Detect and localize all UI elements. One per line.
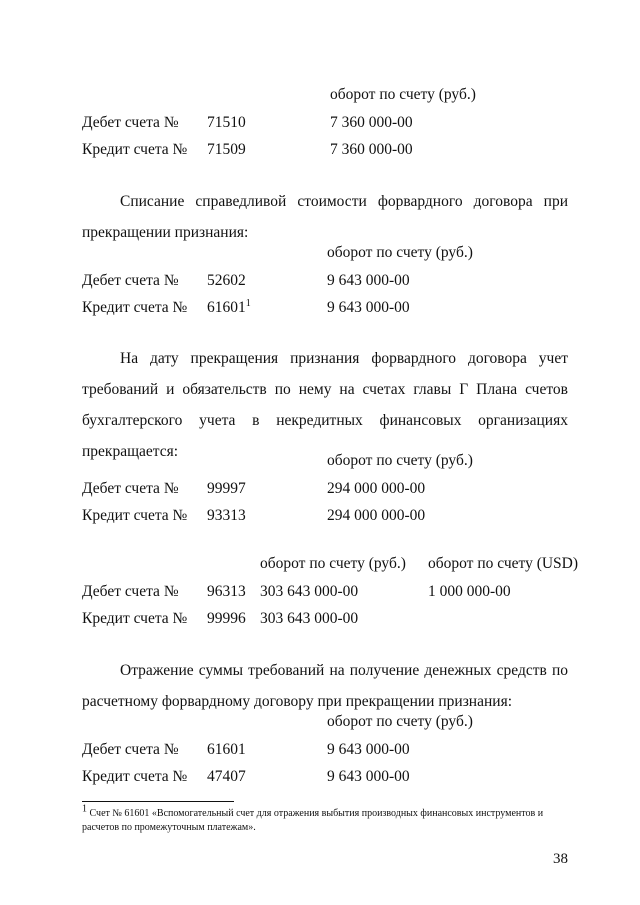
footnote-divider <box>82 801 234 802</box>
page-number: 38 <box>553 851 568 867</box>
credit-account: 47407 <box>207 768 246 785</box>
debit-account: 96313 <box>207 583 246 600</box>
credit-account: 93313 <box>207 507 246 524</box>
debit-account: 61601 <box>207 741 246 758</box>
turnover-header-rub: оборот по счету (руб.) <box>260 555 406 572</box>
debit-account: 71510 <box>207 114 246 131</box>
credit-label: Кредит счета № <box>82 610 188 627</box>
credit-amount: 9 643 000-00 <box>327 299 410 316</box>
credit-label: Кредит счета № <box>82 141 188 158</box>
footnote-text: Счет № 61601 «Вспомогательный счет для отражения выбытия производных финансовых инструментов и расчетов по промежуточным платежам». <box>82 808 544 833</box>
paragraph-derecognition <box>82 343 568 467</box>
debit-amount: 9 643 000-00 <box>327 272 410 289</box>
paragraph-settlement <box>82 655 568 717</box>
footnote-mark: 1 <box>82 803 87 815</box>
turnover-header: оборот по счету (руб.) <box>327 713 473 730</box>
credit-amount: 294 000 000-00 <box>327 507 426 524</box>
credit-label: Кредит счета № <box>82 299 188 316</box>
debit-label: Дебет счета № <box>82 741 179 758</box>
debit-label: Дебет счета № <box>82 114 179 131</box>
debit-label: Дебет счета № <box>82 583 179 600</box>
paragraph-text: Отражение суммы требований на получение денежных средств по расчетному форвардному договору при прекращении признания: <box>82 662 568 710</box>
credit-account: 61601 <box>207 299 246 316</box>
debit-amount-rub: 303 643 000-00 <box>260 583 359 600</box>
debit-amount: 9 643 000-00 <box>327 741 410 758</box>
paragraph-text: На дату прекращения признания форвардного договора учет требований и обязательств по нему на счетах главы Г Плана счетов бухгалтерского учета в некредитных финансовых организациях прекращается: <box>82 350 568 460</box>
turnover-header: оборот по счету (руб.) <box>327 244 473 261</box>
paragraph-writeoff <box>82 186 568 248</box>
credit-account: 99996 <box>207 610 246 627</box>
paragraph-text: Списание справедливой стоимости форвардного договора при прекращении признания: <box>82 193 568 241</box>
turnover-header-usd: оборот по счету (USD) <box>428 555 579 572</box>
debit-account: 99997 <box>207 480 246 497</box>
credit-account: 71509 <box>207 141 246 158</box>
debit-amount: 7 360 000-00 <box>330 114 413 131</box>
debit-account: 52602 <box>207 272 246 289</box>
debit-amount-usd: 1 000 000-00 <box>428 583 511 600</box>
footnote <box>82 803 572 835</box>
debit-label: Дебет счета № <box>82 272 179 289</box>
footnote-mark: 1 <box>245 297 251 309</box>
turnover-header: оборот по счету (руб.) <box>330 86 476 103</box>
debit-amount: 294 000 000-00 <box>327 480 426 497</box>
credit-amount-rub: 303 643 000-00 <box>260 610 359 627</box>
turnover-header: оборот по счету (руб.) <box>327 452 473 469</box>
debit-label: Дебет счета № <box>82 480 179 497</box>
credit-account-with-footnote <box>207 299 251 317</box>
credit-label: Кредит счета № <box>82 768 188 785</box>
credit-label: Кредит счета № <box>82 507 188 524</box>
credit-amount: 9 643 000-00 <box>327 768 410 785</box>
credit-amount: 7 360 000-00 <box>330 141 413 158</box>
